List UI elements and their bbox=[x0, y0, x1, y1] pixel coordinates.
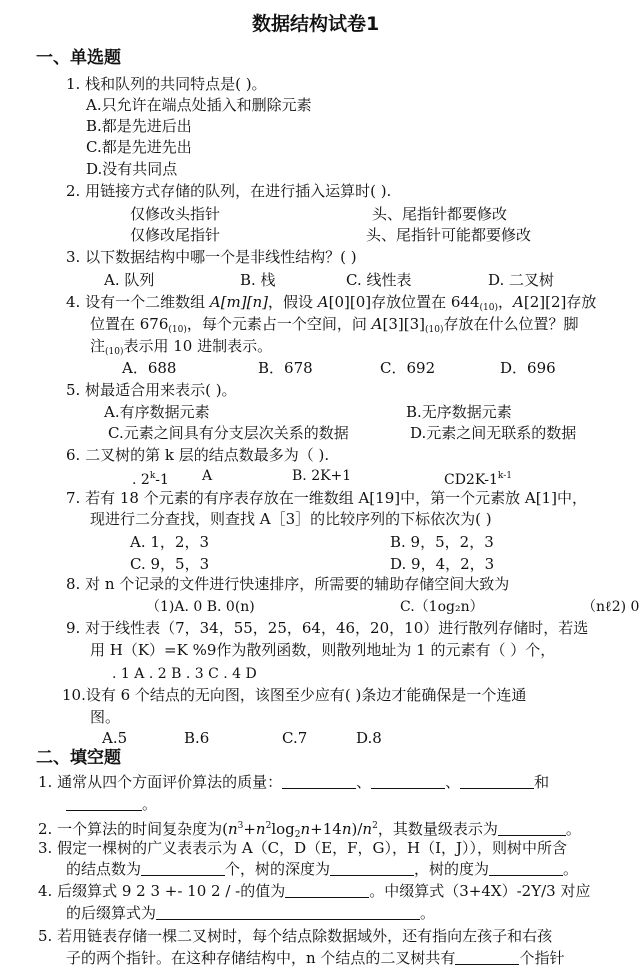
fill-2-exp: 2 bbox=[265, 821, 272, 831]
q4-array-index: [2][2] bbox=[523, 293, 567, 311]
question-9-line-2: 用 H（K）=K %9作为散列函数，则散列地址为 1 的元素有（ ）个， bbox=[90, 641, 556, 659]
q4-text: 位置在 676 bbox=[90, 315, 169, 333]
q4-text: 4. 设有一个二维数组 bbox=[66, 293, 210, 311]
question-3-option-d: D. 二叉树 bbox=[488, 271, 555, 289]
q4-array-index: [3][3] bbox=[382, 315, 426, 333]
question-7-option-c: C. 9，5，3 bbox=[130, 555, 210, 573]
question-10-option-b: B.6 bbox=[184, 729, 210, 747]
fill-1-line-2 bbox=[66, 794, 157, 814]
fill-1-separator: 、 bbox=[445, 773, 461, 791]
question-10-option-d: D.8 bbox=[356, 729, 382, 747]
question-5-option-b: B.无序数据元素 bbox=[406, 403, 512, 421]
answer-blank[interactable] bbox=[141, 861, 225, 876]
question-3-option-c: C. 线性表 bbox=[346, 271, 412, 289]
question-5-option-a: A.有序数据元素 bbox=[104, 403, 210, 421]
q4-subscript: (10) bbox=[105, 347, 124, 357]
fill-3-line-2 bbox=[66, 859, 578, 879]
fill-3-end: 。 bbox=[563, 860, 579, 878]
answer-blank[interactable] bbox=[489, 861, 563, 876]
fill-2-log-base: 2 bbox=[294, 830, 301, 840]
question-3-stem: 3. 以下数据结构中哪一个是非线性结构？( ) bbox=[66, 248, 357, 266]
question-8-option-d: （nℓ2) 0 bbox=[582, 599, 640, 615]
question-2-option-a: 仅修改头指针 bbox=[130, 205, 221, 223]
question-1-option-b: B.都是先进后出 bbox=[86, 117, 192, 135]
question-4-option-a: A．688 bbox=[122, 359, 177, 377]
q4-text: 注 bbox=[90, 337, 106, 355]
answer-blank[interactable] bbox=[455, 950, 519, 965]
question-7-line-1: 7. 若有 18 个元素的有序表存放在一维数组 A[19]中，第一个元素放 A[1]中， bbox=[66, 489, 587, 507]
question-10-line-2: 图。 bbox=[90, 708, 121, 726]
fill-4-text: 的后缀算式为 bbox=[66, 904, 157, 922]
fill-4-text: 4. 后缀算式 9 2 3 +- 10 2 / -的值为 bbox=[38, 882, 286, 900]
q4-text: 存放在什么位置？脚 bbox=[443, 315, 579, 333]
question-8-option-c: C.（1og₂n） bbox=[400, 599, 484, 615]
fill-2-var: n bbox=[362, 820, 373, 838]
section-heading-single-choice: 一、单选题 bbox=[36, 48, 121, 68]
fill-2-op: )/ bbox=[351, 820, 363, 838]
q4-text: 存放位置在 644 bbox=[371, 293, 480, 311]
question-6-option-c bbox=[444, 466, 512, 490]
answer-blank[interactable] bbox=[498, 821, 566, 836]
fill-2-exp: 3 bbox=[237, 821, 244, 831]
fill-3-text: 个，树的深度为 bbox=[225, 860, 331, 878]
fill-1-separator: 、 bbox=[356, 773, 372, 791]
fill-5-line-1: 5. 若用链表存储一棵二叉树时，每个结点除数据域外，还有指向左孩子和右孩 bbox=[38, 927, 553, 945]
question-1-option-d: D.没有共同点 bbox=[86, 160, 178, 178]
fill-4-end: 。 bbox=[420, 904, 436, 922]
question-5-option-d: D.元素之间无联系的数据 bbox=[410, 424, 577, 442]
fill-3-line-1: 3. 假定一棵树的广义表表示为 A（C，D（E，F，G），H（I，J）），则树中所含 bbox=[38, 839, 568, 857]
q4-array-name: A bbox=[513, 293, 524, 311]
question-6-option-letter: A bbox=[202, 468, 213, 484]
fill-2-text: 2. 一个算法的时间复杂度为( bbox=[38, 820, 228, 838]
q4-array-dims: [m][n] bbox=[220, 293, 268, 311]
answer-blank[interactable] bbox=[66, 796, 142, 811]
q4-text: ， bbox=[498, 293, 514, 311]
answer-blank[interactable] bbox=[156, 905, 420, 920]
q6-option-a-text: -1 bbox=[155, 472, 169, 488]
question-3-option-a: A. 队列 bbox=[104, 271, 155, 289]
q4-subscript: (10) bbox=[168, 325, 187, 335]
question-3-option-b: B. 栈 bbox=[240, 271, 276, 289]
question-10-option-a: A.5 bbox=[102, 729, 128, 747]
fill-2-var: n bbox=[227, 820, 238, 838]
fill-1-end: 。 bbox=[142, 795, 158, 813]
question-9-options: . 1 A . 2 B . 3 C . 4 D bbox=[112, 666, 257, 682]
question-1-option-a: A.只允许在端点处插入和删除元素 bbox=[86, 96, 312, 114]
question-5-stem: 5. 树最适合用来表示( )。 bbox=[66, 381, 237, 399]
question-1-stem: 1. 栈和队列的共同特点是( )。 bbox=[66, 75, 267, 93]
page-title: 数据结构试卷1 bbox=[252, 13, 380, 35]
question-5-option-c: C.元素之间具有分支层次关系的数据 bbox=[108, 424, 349, 442]
question-6-option-a bbox=[132, 466, 169, 490]
fill-2-var: n bbox=[341, 820, 352, 838]
fill-4-text: 。中缀算式（3+4X）-2Y/3 对应 bbox=[369, 882, 591, 900]
answer-blank[interactable] bbox=[285, 883, 369, 898]
q6-option-a-text: . 2 bbox=[132, 472, 150, 488]
question-7-option-d: D. 9，4，2，3 bbox=[390, 555, 495, 573]
q4-array-index: [0][0] bbox=[328, 293, 372, 311]
fill-2-var: n bbox=[300, 820, 311, 838]
q4-text: ，每个元素占一个空间，问 bbox=[186, 315, 372, 333]
q4-subscript: (10) bbox=[425, 325, 444, 335]
fill-3-text: 的结点数为 bbox=[66, 860, 142, 878]
q4-array-name: A bbox=[371, 315, 383, 333]
question-2-option-b: 头、尾指针都要修改 bbox=[372, 205, 508, 223]
question-8-stem: 8. 对 n 个记录的文件进行快速排序，所需要的辅助存储空间大致为 bbox=[66, 575, 510, 593]
fill-2-op: + bbox=[243, 820, 256, 838]
fill-2-end: 。 bbox=[565, 820, 581, 838]
question-2-option-c: 仅修改尾指针 bbox=[130, 226, 221, 244]
question-4-option-c: C．692 bbox=[380, 359, 436, 377]
q4-text: 表示用 10 进制表示。 bbox=[123, 337, 273, 355]
section-heading-fill-in: 二、填空题 bbox=[36, 748, 121, 768]
q6-option-c-sup: k-1 bbox=[497, 471, 512, 481]
question-1-option-c: C.都是先进先出 bbox=[86, 138, 192, 156]
question-4-option-d: D．696 bbox=[500, 359, 556, 377]
fill-1-line-1 bbox=[38, 772, 549, 792]
question-9-line-1: 9. 对于线性表（7，34，55，25，64，46，20，10）进行散列存储时，若选 bbox=[66, 619, 589, 637]
fill-5-text: 个指针 bbox=[519, 949, 565, 967]
q4-text: 存放 bbox=[566, 293, 597, 311]
fill-2-exp: 2 bbox=[372, 821, 378, 831]
q4-subscript: (10) bbox=[479, 303, 499, 313]
question-10-line-1: 10.设有 6 个结点的无向图，该图至少应有( )条边才能确保是一个连通 bbox=[62, 686, 527, 704]
fill-4-line-2 bbox=[66, 903, 435, 923]
fill-4-line-1 bbox=[38, 881, 590, 901]
question-7-option-b: B. 9，5，2，3 bbox=[390, 533, 494, 551]
question-7-line-2: 现进行二分查找，则查找 A［3］的比较序列的下标依次为( ) bbox=[90, 510, 492, 528]
q6-option-a-sup: k bbox=[149, 471, 156, 481]
answer-blank[interactable] bbox=[282, 774, 356, 789]
question-10-option-c: C.7 bbox=[282, 729, 308, 747]
question-4-line-3 bbox=[90, 336, 272, 362]
q4-text: ，假设 bbox=[268, 293, 318, 311]
question-8-options-a-b: （1)A. 0 B. 0(n) bbox=[146, 599, 255, 615]
question-2-stem: 2. 用链接方式存储的队列，在进行插入运算时( ). bbox=[66, 182, 392, 200]
fill-5-text: 子的两个指针。在这种存储结构中，n 个结点的二叉树共有 bbox=[66, 949, 456, 967]
fill-2-op: +14 bbox=[310, 820, 342, 838]
answer-blank[interactable] bbox=[330, 861, 414, 876]
question-7-option-a: A. 1，2，3 bbox=[130, 533, 209, 551]
question-2-option-d: 头、尾指针可能都要修改 bbox=[366, 226, 532, 244]
fill-2-var: n bbox=[255, 820, 266, 838]
q4-array-name: A bbox=[209, 293, 221, 311]
answer-blank[interactable] bbox=[460, 774, 534, 789]
answer-blank[interactable] bbox=[371, 774, 445, 789]
fill-2-text: ，其数量级表示为 bbox=[377, 820, 498, 838]
fill-1-text: 和 bbox=[534, 773, 550, 791]
question-6-option-b: B. 2K+1 bbox=[292, 468, 352, 484]
question-6-stem: 6. 二叉树的第 k 层的结点数最多为（ ). bbox=[66, 446, 330, 464]
fill-5-line-2 bbox=[66, 948, 564, 968]
fill-1-text: 1. 通常从四个方面评价算法的质量： bbox=[38, 773, 283, 791]
q4-array-name: A bbox=[317, 293, 329, 311]
q6-option-c-text: CD2K-1 bbox=[444, 472, 498, 488]
question-4-option-b: B．678 bbox=[258, 359, 313, 377]
fill-3-text: ，树的度为 bbox=[414, 860, 490, 878]
fill-2-log: log bbox=[271, 820, 295, 838]
